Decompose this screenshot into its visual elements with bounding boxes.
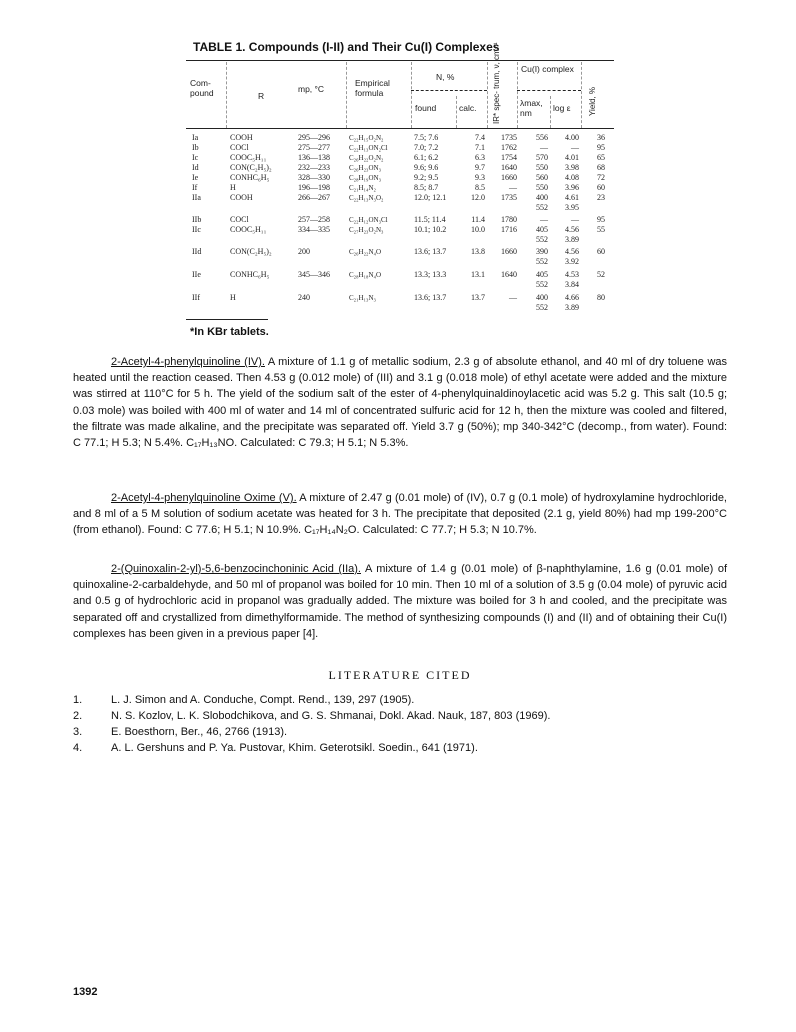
cell-formula: C₂₈H₁₈N₄O: [349, 271, 382, 279]
cell-found: 9.2; 9.5: [414, 173, 439, 182]
cell-lambda: 552: [536, 257, 548, 266]
cell-loge: 4.61: [565, 193, 579, 202]
cell-lambda: 560: [536, 173, 548, 182]
cell-calc: 13.8: [471, 247, 485, 256]
cell-loge: 3.95: [565, 203, 579, 212]
column-divider: [550, 96, 551, 128]
table-row: [0, 173, 796, 183]
table-row: [0, 183, 796, 193]
cell-formula: C₂₇H₂₃O₂N₃: [349, 226, 384, 234]
cell-loge: 4.53: [565, 270, 579, 279]
cell-ir: —: [509, 183, 517, 192]
cell-formula: C₂₁H₁₃N₃: [349, 294, 376, 302]
column-divider: [517, 62, 518, 128]
cell-mp: 334—335: [298, 225, 330, 234]
cell-yield: 60: [597, 247, 605, 256]
cell-lambda: 400: [536, 193, 548, 202]
cell-mp: 345—346: [298, 270, 330, 279]
reference-item: [73, 740, 727, 756]
cell-found: 9.6; 9.6: [414, 163, 439, 172]
reference-number: 3.: [73, 726, 83, 738]
cell-loge: 3.92: [565, 257, 579, 266]
cell-calc: 13.1: [471, 270, 485, 279]
cell-compound: IIe: [192, 270, 201, 279]
table-row: [0, 133, 796, 143]
cell-ir: 1780: [501, 215, 517, 224]
cell-compound: Ia: [192, 133, 199, 142]
cell-loge: 4.08: [565, 173, 579, 182]
cell-mp: 295—296: [298, 133, 330, 142]
cell-calc: 11.4: [471, 215, 485, 224]
table-row: [0, 257, 796, 267]
header-yield: Yield, %: [588, 86, 597, 116]
column-divider: [487, 62, 488, 128]
footnote-rule: [186, 319, 268, 320]
cell-found: 13.3; 13.3: [414, 270, 447, 279]
table-row: [0, 235, 796, 245]
cell-lambda: 405: [536, 225, 548, 234]
cell-mp: 232—233: [298, 163, 330, 172]
cell-compound: Ic: [192, 153, 199, 162]
cell-yield: 23: [597, 193, 605, 202]
cell-lambda: —: [540, 215, 548, 224]
table-title: TABLE 1. Compounds (I-II) and Their Cu(I) Complexes: [193, 40, 500, 54]
cell-formula: C₂₂H₁₅O₂N₂: [349, 134, 384, 142]
cell-formula: C₂₂H₁₃ON₂Cl: [349, 144, 388, 152]
cell-yield: 60: [597, 183, 605, 192]
header-mp: mp, °C: [298, 84, 325, 94]
cell-loge: 4.56: [565, 247, 579, 256]
cell-yield: 68: [597, 163, 605, 172]
cell-formula: C₂₂H₁₂ON₃Cl: [349, 216, 388, 224]
n-subheader-rule: [411, 90, 487, 91]
cell-r: COOC₅H₁₁: [230, 225, 267, 234]
table-row: [0, 293, 796, 303]
cell-compound: Ie: [192, 173, 199, 182]
header-bottom-rule: [186, 128, 614, 129]
cell-found: 7.5; 7.6: [414, 133, 439, 142]
cell-ir: 1762: [501, 143, 517, 152]
reference-item: [73, 708, 727, 724]
header-lambda: λmax, nm: [520, 98, 543, 118]
column-divider: [226, 62, 227, 128]
cell-compound: If: [192, 183, 198, 192]
cell-r: COOH: [230, 193, 253, 202]
cell-lambda: 552: [536, 235, 548, 244]
cell-ir: 1735: [501, 193, 517, 202]
table-row: [0, 225, 796, 235]
paragraph-benzocinchoninic-acid: [73, 561, 727, 642]
paragraph-body: A mixture of 1.1 g of metallic sodium, 2.3 g of absolute ethanol, and 40 ml of dry toluene was heated until the reaction ceased. Then 4.53 g (0.012 mole) of (III) and 3.1 g (0.018 mole) of ethyl acetate were added and the mixture was stirred at 110°C for 5 h. The yield of the sodium salt of the ester of 4-phenylquinaldinoylacetic acid was 5.2 g. This salt (10.5 g; 0.03 mole) was boiled with 400 ml of water and 14 ml of concentrated sulfuric acid for 12 h, then the mixture was cooled and filtered, the filtrate was made alkaline, and the precipitate was separated off. Yield 3.7 g (50%); mp 340-342°C (decomp., from water). Found: C 77.1; H 5.3; N 5.4%. C₁₇H₁₃NO. Calculated: C 79.3; H 5.1; N 5.3%.: [73, 356, 728, 450]
cell-compound: IIb: [192, 215, 202, 224]
header-n: N, %: [436, 72, 455, 82]
cell-loge: 3.98: [565, 163, 579, 172]
page-number: 1392: [73, 986, 98, 998]
header-loge: log ε: [553, 103, 571, 113]
paragraph-heading: 2-Acetyl-4-phenylquinoline Oxime (V).: [111, 492, 297, 504]
cell-loge: 4.56: [565, 225, 579, 234]
cell-lambda: 405: [536, 270, 548, 279]
cell-mp: 275—277: [298, 143, 330, 152]
reference-number: 1.: [73, 694, 83, 706]
cell-formula: C₂₆H₂₃ON₃: [349, 164, 382, 172]
cell-lambda: 570: [536, 153, 548, 162]
table-top-rule: [186, 60, 614, 61]
header-cu-complex: Cu(I) complex: [521, 64, 574, 74]
column-divider: [581, 62, 582, 128]
cell-loge: 4.01: [565, 153, 579, 162]
reference-item: [73, 692, 727, 708]
cell-mp: 266—267: [298, 193, 330, 202]
header-r: R: [258, 91, 265, 101]
reference-number: 4.: [73, 742, 83, 754]
cell-calc: 6.3: [475, 153, 485, 162]
cell-loge: 4.00: [565, 133, 579, 142]
cell-r: COOC₅H₁₁: [230, 153, 267, 162]
cell-r: COOH: [230, 133, 253, 142]
cell-formula: C₂₁H₁₄N₂: [349, 184, 376, 192]
table-row: [0, 163, 796, 173]
cell-ir: 1735: [501, 133, 517, 142]
cell-found: 11.5; 11.4: [414, 215, 446, 224]
paragraph-body: A mixture of 1.4 g (0.01 mole) of β-naphthylamine, 1.6 g (0.01 mole) of quinoxaline-2-carbaldehyde, and 50 ml of propanol was boiled for 10 min. Then 10 ml of a solution of 3.5 g (0.04 mole) of pyruvic acid and 0.5 g of hydrochloric acid in propanol was gradually added. The mixture was boiled for 3 h and cooled, and the precipitate was separated off and crystallized from dimethylformamide. The method of synthesizing compounds (I) and (II) and of obtaining their Cu(I) complexes has been given in a previous paper [4].: [73, 563, 728, 640]
table-row: [0, 247, 796, 257]
cell-ir: 1640: [501, 163, 517, 172]
header-formula: Empirical formula: [355, 78, 390, 98]
cell-yield: 55: [597, 225, 605, 234]
column-divider: [346, 62, 347, 128]
table-row: [0, 303, 796, 313]
reference-item: [73, 724, 727, 740]
cell-loge: 3.89: [565, 303, 579, 312]
cell-r: CON(C₂H₅)₂: [230, 163, 272, 172]
cell-calc: 9.7: [475, 163, 485, 172]
cell-lambda: 400: [536, 293, 548, 302]
cell-formula: C₂₂H₁₃N₃O₂: [349, 194, 384, 202]
cell-ir: 1716: [501, 225, 517, 234]
paragraph-acetyl-quinoline: [73, 354, 727, 451]
cell-yield: 80: [597, 293, 605, 302]
cell-r: COCl: [230, 143, 249, 152]
cell-mp: 196—198: [298, 183, 330, 192]
cell-calc: 10.0: [471, 225, 485, 234]
cell-yield: 36: [597, 133, 605, 142]
cell-loge: 4.66: [565, 293, 579, 302]
reference-text: N. S. Kozlov, L. K. Slobodchikova, and G. S. Shmanai, Dokl. Akad. Nauk, 187, 803 (1969).: [111, 710, 551, 722]
reference-text: L. J. Simon and A. Conduche, Compt. Rend., 139, 297 (1905).: [111, 694, 415, 706]
cell-lambda: 552: [536, 303, 548, 312]
cell-formula: C₂₆H₂₂O₂N₂: [349, 154, 384, 162]
cell-lambda: 556: [536, 133, 548, 142]
cell-yield: 52: [597, 270, 605, 279]
cell-ir: 1660: [501, 173, 517, 182]
cell-mp: 257—258: [298, 215, 330, 224]
cell-r: COCl: [230, 215, 249, 224]
cell-found: 10.1; 10.2: [414, 225, 447, 234]
cell-ir: 1754: [501, 153, 517, 162]
cell-yield: 72: [597, 173, 605, 182]
cell-found: 6.1; 6.2: [414, 153, 439, 162]
cell-loge: —: [571, 143, 579, 152]
cell-compound: IIf: [192, 293, 200, 302]
column-divider: [411, 62, 412, 128]
paragraph-oxime: [73, 490, 727, 539]
paragraph-body: A mixture of 2.47 g (0.01 mole) of (IV), 0.7 g (0.1 mole) of hydroxylamine hydrochloride, and 8 ml of a 5 M solution of sodium acetate was heated for 3 h. The precipitate that deposited (2.1 g, yield 80%) had mp 199-200°C (from ethanol). Found: C 77.6; H 5.1; N 10.9%. C₁₇H₁₄N₂O. Calculated: C 77.7; H 5.3; N 10.7%.: [73, 492, 727, 537]
cell-ir: 1660: [501, 247, 517, 256]
cell-compound: IIc: [192, 225, 201, 234]
reference-text: A. L. Gershuns and P. Ya. Pustovar, Khim. Geterotsikl. Soedin., 641 (1971).: [111, 742, 478, 754]
cell-lambda: 550: [536, 183, 548, 192]
cell-calc: 12.0: [471, 193, 485, 202]
cell-lambda: 390: [536, 247, 548, 256]
header-compound: Com- pound: [190, 78, 214, 98]
cell-calc: 9.3: [475, 173, 485, 182]
cell-compound: IIa: [192, 193, 201, 202]
cell-yield: 65: [597, 153, 605, 162]
cell-r: CONHC₆H₅: [230, 270, 270, 279]
cell-r: CON(C₂H₅)₂: [230, 247, 272, 256]
cell-calc: 13.7: [471, 293, 485, 302]
cell-compound: Id: [192, 163, 199, 172]
cell-compound: IId: [192, 247, 202, 256]
paragraph-heading: 2-(Quinoxalin-2-yl)-5,6-benzocinchoninic Acid (IIa).: [111, 563, 361, 575]
cell-lambda: 550: [536, 163, 548, 172]
cell-mp: 136—138: [298, 153, 330, 162]
cell-mp: 328—330: [298, 173, 330, 182]
cell-r: H: [230, 293, 236, 302]
cell-yield: 95: [597, 215, 605, 224]
column-divider: [456, 96, 457, 128]
cell-calc: 7.1: [475, 143, 485, 152]
cell-r: CONHC₆H₅: [230, 173, 270, 182]
cell-yield: 95: [597, 143, 605, 152]
reference-number: 2.: [73, 710, 83, 722]
cell-found: 13.6; 13.7: [414, 247, 447, 256]
cell-lambda: 552: [536, 203, 548, 212]
cell-loge: 3.89: [565, 235, 579, 244]
cell-ir: 1640: [501, 270, 517, 279]
cell-formula: C₂₈H₁₉ON₃: [349, 174, 382, 182]
cell-found: 13.6; 13.7: [414, 293, 447, 302]
cell-mp: 240: [298, 293, 310, 302]
header-found: found: [415, 103, 437, 113]
table-row: [0, 280, 796, 290]
header-ir: IR* spec- trum, ν, cm⁻¹: [492, 42, 501, 124]
header-calc: calc.: [459, 103, 477, 113]
cell-loge: 3.96: [565, 183, 579, 192]
table-row: [0, 143, 796, 153]
cell-r: H: [230, 183, 236, 192]
cu-subheader-rule: [517, 90, 581, 91]
cell-found: 7.0; 7.2: [414, 143, 439, 152]
literature-title: LITERATURE CITED: [328, 668, 472, 682]
table-row: [0, 270, 796, 280]
table-row: [0, 215, 796, 225]
table-row: [0, 203, 796, 213]
reference-text: E. Boesthorn, Ber., 46, 2766 (1913).: [111, 726, 288, 738]
table-row: [0, 153, 796, 163]
cell-lambda: —: [540, 143, 548, 152]
cell-loge: 3.84: [565, 280, 579, 289]
cell-ir: —: [509, 293, 517, 302]
cell-lambda: 552: [536, 280, 548, 289]
cell-found: 12.0; 12.1: [414, 193, 447, 202]
cell-compound: Ib: [192, 143, 199, 152]
cell-calc: 7.4: [475, 133, 485, 142]
cell-found: 8.5; 8.7: [414, 183, 439, 192]
table-row: [0, 193, 796, 203]
cell-calc: 8.5: [475, 183, 485, 192]
cell-formula: C₂₆H₂₂N₄O: [349, 248, 382, 256]
paragraph-heading: 2-Acetyl-4-phenylquinoline (IV).: [111, 356, 265, 368]
table-footnote: *In KBr tablets.: [190, 326, 269, 338]
cell-loge: —: [571, 215, 579, 224]
cell-mp: 200: [298, 247, 310, 256]
